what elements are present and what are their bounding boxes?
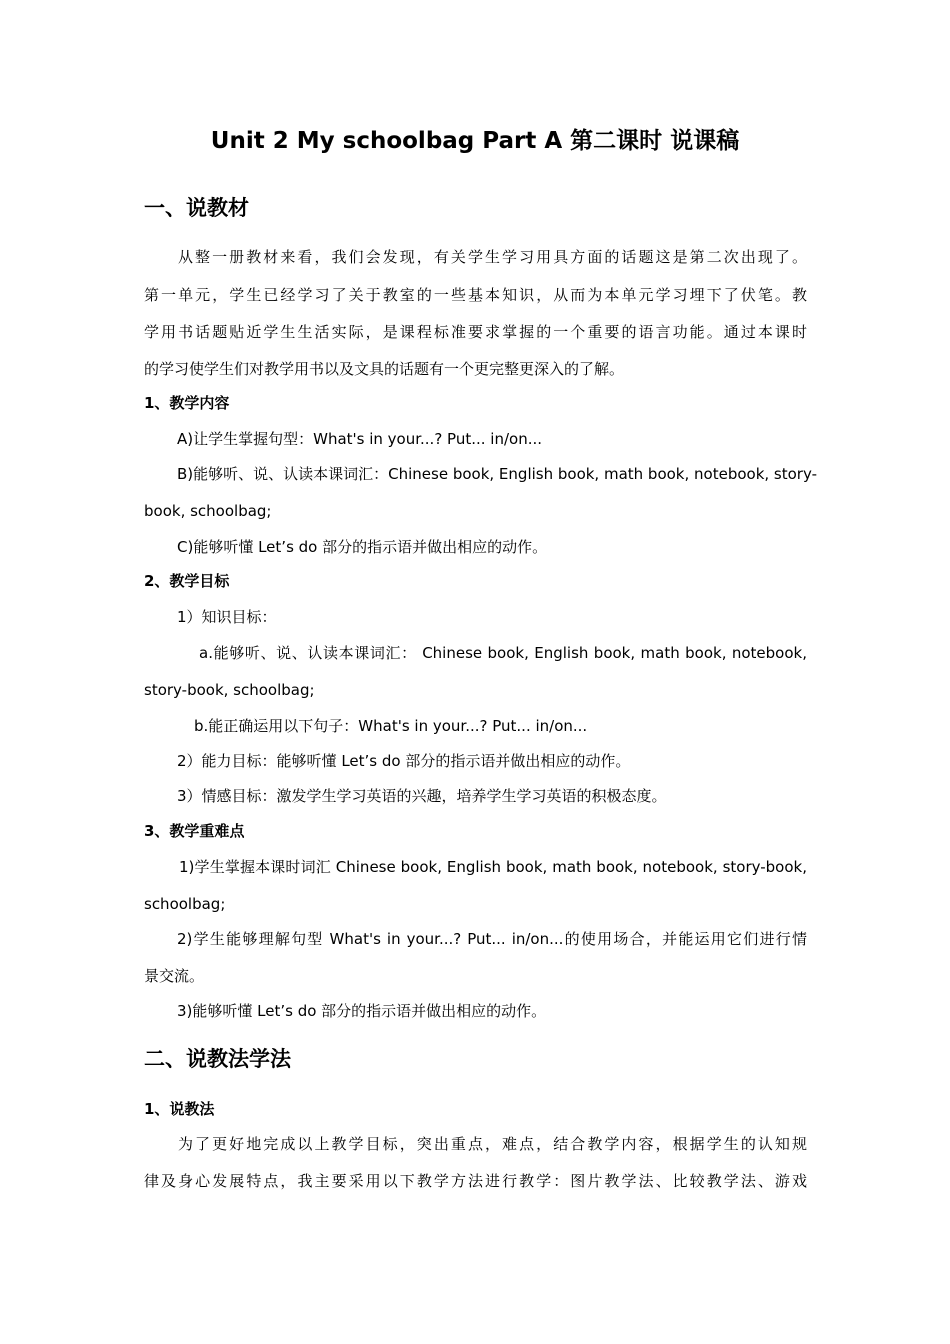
- subheading-teaching-method: 1、说教法: [144, 1100, 215, 1118]
- section-heading-teaching-methods: 二、说教法学法: [144, 1047, 291, 1071]
- list-item: 1)学生掌握本课时词汇 Chinese book, English book, math book, notebook, story-book,: [179, 858, 807, 876]
- list-item: B)能够听、说、认读本课词汇：Chinese book, English book, math book, notebook, story-: [177, 465, 817, 483]
- list-item-continuation: book, schoolbag;: [144, 502, 272, 520]
- paragraph-line: 律及身心发展特点，我主要采用以下教学方法进行教学：图片教学法、比较教学法、游戏: [144, 1172, 807, 1190]
- list-item-continuation: schoolbag;: [144, 895, 226, 913]
- list-item: A)让学生掌握句型：What's in your...? Put... in/on...: [177, 430, 543, 448]
- section-heading-teaching-material: 一、说教材: [144, 196, 249, 220]
- paragraph-line: 学用书话题贴近学生生活实际，是课程标准要求掌握的一个重要的语言功能。通过本课时: [144, 323, 807, 341]
- paragraph-line: 从整一册教材来看，我们会发现，有关学生学习用具方面的话题这是第二次出现了。: [178, 248, 807, 266]
- list-item: 2)学生能够理解句型 What's in your...? Put... in/on...的使用场合，并能运用它们进行情: [177, 930, 807, 948]
- list-item: 3)能够听懂 Let’s do 部分的指示语并做出相应的动作。: [177, 1002, 547, 1020]
- subheading-key-points: 3、教学重难点: [144, 822, 245, 840]
- subheading-teaching-content: 1、教学内容: [144, 394, 230, 412]
- subheading-teaching-goals: 2、教学目标: [144, 572, 230, 590]
- list-item: 2）能力目标：能够听懂 Let’s do 部分的指示语并做出相应的动作。: [177, 752, 631, 770]
- list-item: 3）情感目标：激发学生学习英语的兴趣，培养学生学习英语的积极态度。: [177, 787, 667, 805]
- paragraph-line: 为了更好地完成以上教学目标，突出重点，难点，结合教学内容，根据学生的认知规: [178, 1135, 807, 1153]
- list-item-continuation: story-book, schoolbag;: [144, 681, 315, 699]
- list-item: b.能正确运用以下句子：What's in your...? Put... in/on...: [194, 717, 588, 735]
- paragraph-line: 的学习使学生们对教学用书以及文具的话题有一个更完整更深入的了解。: [144, 360, 625, 378]
- list-item-continuation: 景交流。: [144, 967, 205, 985]
- list-item: C)能够听懂 Let’s do 部分的指示语并做出相应的动作。: [177, 538, 548, 556]
- paragraph-line: 第一单元，学生已经学习了关于教室的一些基本知识，从而为本单元学习埋下了伏笔。教: [144, 286, 807, 304]
- document-title: Unit 2 My schoolbag Part A 第二课时 说课稿: [210, 128, 740, 154]
- list-item: 1）知识目标：: [177, 608, 277, 626]
- list-item: a.能够听、说、认读本课词汇： Chinese book, English book, math book, notebook,: [199, 644, 807, 662]
